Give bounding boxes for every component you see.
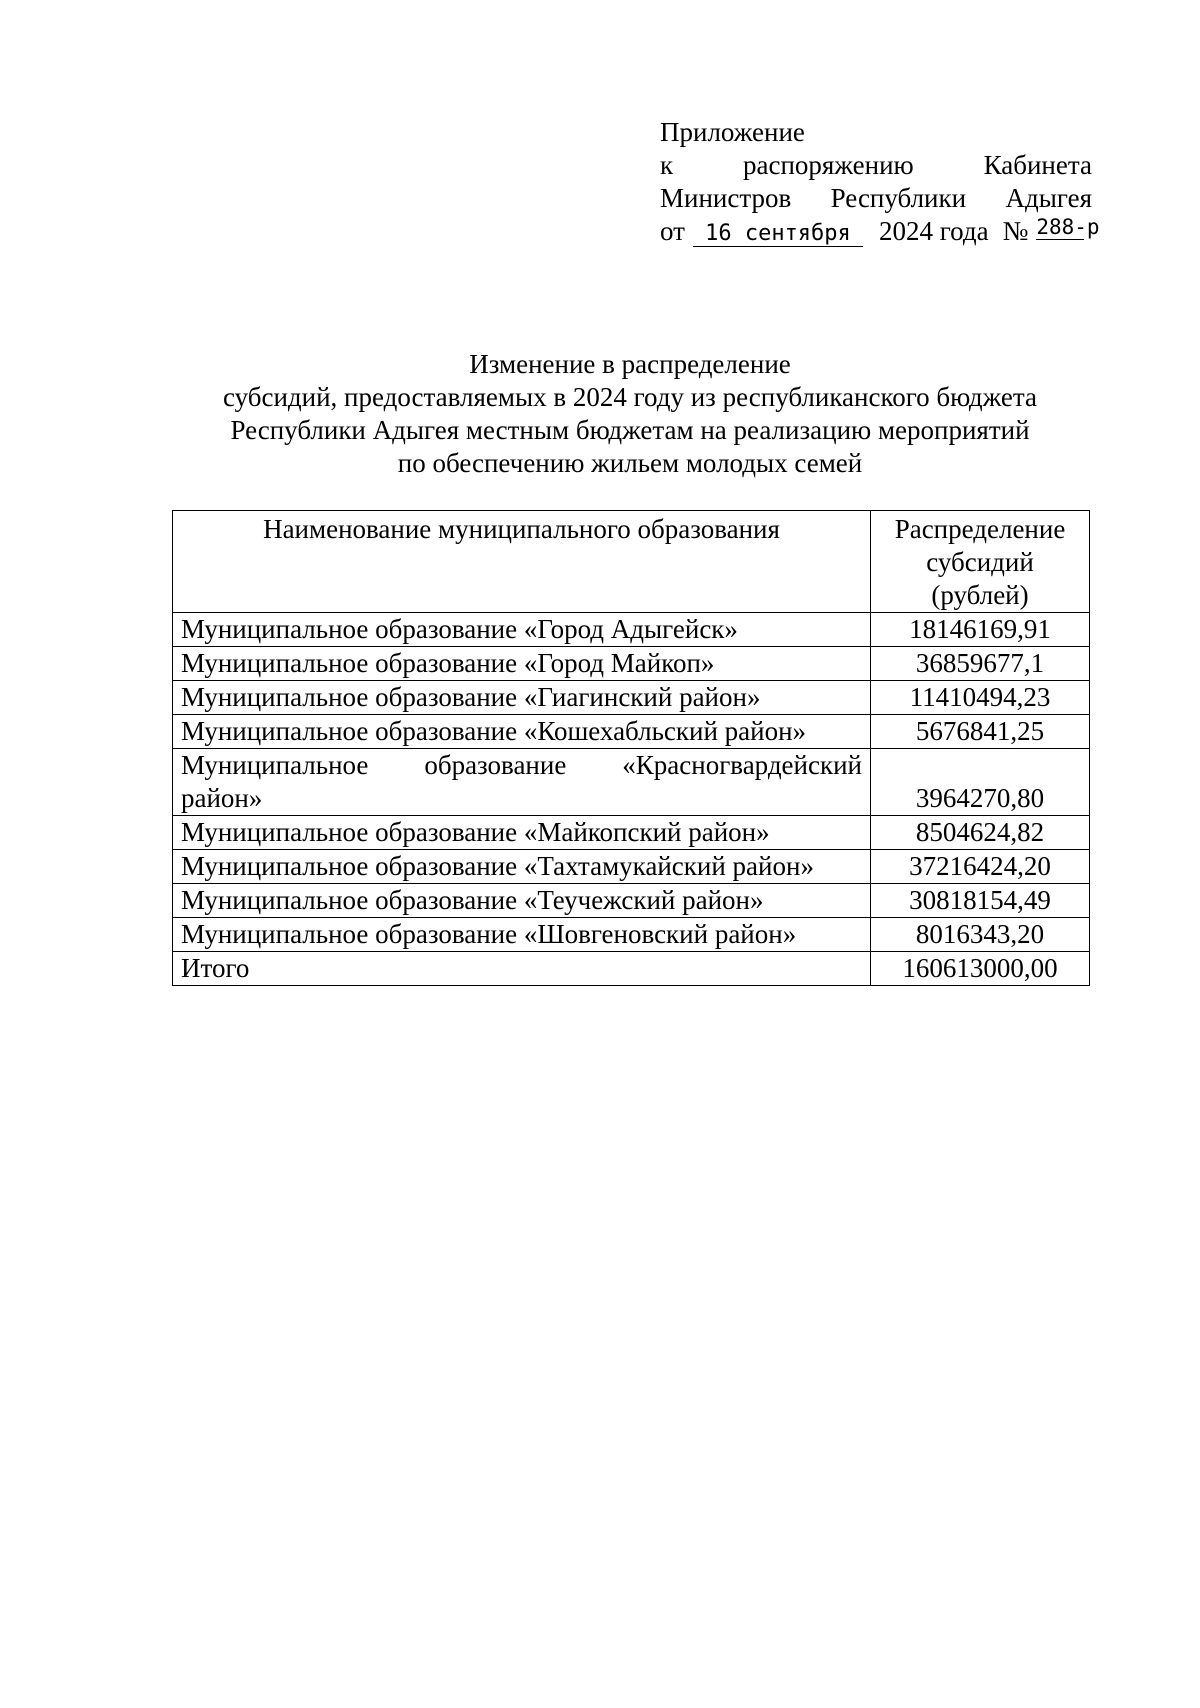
total-value: 160613000,00 (871, 952, 1090, 986)
name-second-line: район» (181, 783, 263, 813)
subsidy-value: 11410494,23 (871, 681, 1090, 715)
name-first-line (181, 749, 862, 782)
column-header-value (871, 511, 1090, 613)
name-word: Муниципальное (181, 750, 369, 780)
total-label: Итого (173, 952, 871, 986)
table-row (173, 749, 1090, 816)
header-line: (рублей) (931, 580, 1029, 610)
appendix-word: Министров (660, 183, 792, 213)
document-title (170, 348, 1090, 480)
municipality-name: Муниципальное образование «Город Майкоп» (173, 647, 871, 681)
municipality-name: Муниципальное образование «Кошехабльский район» (173, 715, 871, 749)
subsidy-value: 3964270,80 (871, 749, 1090, 816)
table-row (173, 884, 1090, 918)
municipality-name: Муниципальное образование «Теучежский район» (173, 884, 871, 918)
name-word: образование (424, 750, 567, 780)
total-row (173, 952, 1090, 986)
appendix-word: Адыгея (1005, 183, 1092, 213)
table-row (173, 816, 1090, 850)
table-row (173, 647, 1090, 681)
date-prefix: от (660, 216, 685, 246)
table-row (173, 613, 1090, 647)
header-line: Распределение (894, 514, 1066, 544)
date-fill-field: 16 сентября (693, 222, 863, 247)
municipality-name: Муниципальное образование «Тахтамукайский район» (173, 850, 871, 884)
number-sign: № (1002, 216, 1029, 246)
header-line: субсидий (926, 547, 1034, 577)
appendix-line-2 (660, 149, 1092, 182)
column-header-name: Наименование муниципального образования (173, 511, 871, 613)
appendix-word: Кабинета (983, 150, 1092, 180)
table-header-row (173, 511, 1090, 613)
subsidy-value: 8504624,82 (871, 816, 1090, 850)
table-row (173, 715, 1090, 749)
title-line: по обеспечению жильем молодых семей (397, 448, 863, 478)
table-row (173, 918, 1090, 952)
municipality-name: Муниципальное образование «Город Адыгейск» (173, 613, 871, 647)
municipality-name: Муниципальное образование «Майкопский район» (173, 816, 871, 850)
appendix-block (660, 116, 1100, 248)
subsidy-value: 36859677,1 (871, 647, 1090, 681)
title-line: Республики Адыгея местным бюджетам на реализацию мероприятий (230, 415, 1030, 445)
subsidy-value: 30818154,49 (871, 884, 1090, 918)
appendix-word: распоряжению (743, 150, 914, 180)
subsidy-table (172, 510, 1090, 986)
municipality-name: Муниципальное образование «Шовгеновский район» (173, 918, 871, 952)
appendix-heading: Приложение (660, 117, 805, 147)
municipality-name (173, 749, 871, 816)
subsidy-value: 37216424,20 (871, 850, 1090, 884)
title-line: Изменение в распределение (469, 349, 791, 379)
appendix-word: Республики (830, 183, 967, 213)
appendix-line-1 (660, 116, 1092, 149)
appendix-line-3 (660, 182, 1092, 215)
subsidy-value: 18146169,91 (871, 613, 1090, 647)
table-row (173, 850, 1090, 884)
table-row (173, 681, 1090, 715)
number-fill-field: 288-р (1036, 215, 1100, 239)
subsidy-value: 8016343,20 (871, 918, 1090, 952)
appendix-date-line (660, 215, 1100, 248)
subsidy-value: 5676841,25 (871, 715, 1090, 749)
name-word: «Красногвардейский (622, 750, 862, 780)
appendix-word: к (660, 150, 674, 180)
title-line: субсидий, предоставляемых в 2024 году из республиканского бюджета (222, 382, 1038, 412)
year-text: 2024 года (878, 216, 989, 246)
municipality-name: Муниципальное образование «Гиагинский район» (173, 681, 871, 715)
